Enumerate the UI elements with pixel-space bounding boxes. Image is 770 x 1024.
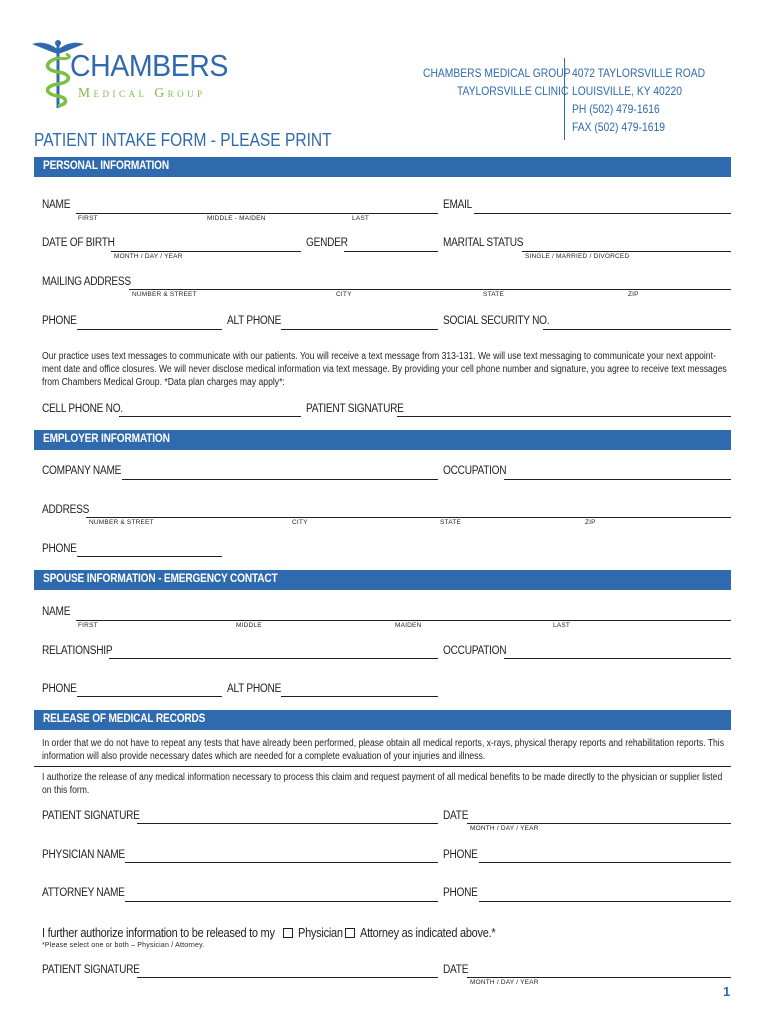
form-title: PATIENT INTAKE FORM - PLEASE PRINT xyxy=(34,129,332,150)
company-label: COMPANY NAME xyxy=(42,465,122,477)
mailing-label: MAILING ADDRESS xyxy=(42,276,131,288)
alt-phone-label: ALT PHONE xyxy=(227,315,282,327)
emp-zip-hint: ZIP xyxy=(585,519,596,526)
attorney-option-label: Attorney as indicated above.* xyxy=(360,926,496,940)
spouse-last-hint: LAST xyxy=(553,622,571,629)
attorney-checkbox[interactable] xyxy=(345,928,355,938)
attorney-phone-label: PHONE xyxy=(443,887,478,899)
occupation-field[interactable] xyxy=(504,479,731,480)
gender-label: GENDER xyxy=(306,237,348,249)
phone-label: PHONE xyxy=(42,315,77,327)
relationship-field[interactable] xyxy=(109,658,438,659)
release-date-hint: MONTH / DAY / YEAR xyxy=(470,825,539,832)
spouse-first-hint: FIRST xyxy=(78,622,98,629)
attorney-phone-field[interactable] xyxy=(479,901,731,902)
emp-street-hint: NUMBER & STREET xyxy=(89,519,154,526)
page-number: 1 xyxy=(723,984,731,999)
ssn-label: SOCIAL SECURITY NO. xyxy=(443,315,550,327)
mailing-field[interactable] xyxy=(129,289,731,290)
patient-sig-label: PATIENT SIGNATURE xyxy=(306,403,404,415)
emp-city-hint: CITY xyxy=(292,519,308,526)
authorize-text: I further authorize information to be released to my xyxy=(42,926,275,940)
physician-option-label: Physician xyxy=(298,926,343,940)
attorney-field[interactable] xyxy=(125,901,438,902)
email-field[interactable] xyxy=(474,213,731,214)
clinic-phone: PH (502) 479-1616 xyxy=(572,102,660,116)
spouse-phone-label: PHONE xyxy=(42,683,77,695)
dob-label: DATE OF BIRTH xyxy=(42,237,115,249)
physician-field[interactable] xyxy=(125,862,438,863)
logo xyxy=(30,38,250,110)
dob-field[interactable] xyxy=(111,251,301,252)
alt-phone-field[interactable] xyxy=(281,329,438,330)
employer-phone-label: PHONE xyxy=(42,543,77,555)
addr-street-hint: NUMBER & STREET xyxy=(132,291,197,298)
spouse-name-label: NAME xyxy=(42,606,71,618)
cell-label: CELL PHONE NO. xyxy=(42,403,123,415)
name-first-hint: FIRST xyxy=(78,215,98,222)
clinic-fax: FAX (502) 479-1619 xyxy=(572,120,665,134)
section-employer-header: EMPLOYER INFORMATION xyxy=(34,430,731,450)
spouse-phone-field[interactable] xyxy=(77,696,222,697)
section-spouse-header: SPOUSE INFORMATION - EMERGENCY CONTACT xyxy=(34,570,731,590)
spouse-middle-hint: MIDDLE xyxy=(236,622,262,629)
final-date-label: DATE xyxy=(443,964,469,976)
employer-address-label: ADDRESS xyxy=(42,504,90,516)
physician-phone-field[interactable] xyxy=(479,862,731,863)
header-divider xyxy=(564,58,565,140)
physician-label: PHYSICIAN NAME xyxy=(42,849,125,861)
attorney-label: ATTORNEY NAME xyxy=(42,887,125,899)
release-divider xyxy=(34,766,731,767)
marital-label: MARITAL STATUS xyxy=(443,237,524,249)
release-date-label: DATE xyxy=(443,810,469,822)
addr-city-hint: CITY xyxy=(336,291,352,298)
occupation-label: OCCUPATION xyxy=(443,465,507,477)
section-release-header: RELEASE OF MEDICAL RECORDS xyxy=(34,710,731,730)
spouse-maiden-hint: MAIDEN xyxy=(395,622,422,629)
name-last-hint: LAST xyxy=(352,215,370,222)
release-para-1: In order that we do not have to repeat any tests that have already been performed, please obtain all medical reports, x-rays, physical therapy reports and rehabilitation reports. This information will also provide necessary dates which are needed for a complete evaluation of your injuries and illness. xyxy=(42,738,725,762)
relationship-label: RELATIONSHIP xyxy=(42,645,113,657)
spouse-alt-phone-field[interactable] xyxy=(281,696,438,697)
release-patient-sig-field[interactable] xyxy=(137,823,438,824)
marital-field[interactable] xyxy=(522,251,731,252)
logo-subtitle: Medical Group xyxy=(78,85,206,100)
clinic-location: TAYLORSVILLE CLINIC xyxy=(457,84,569,98)
release-para-2: I authorize the release of any medical information necessary to process this claim and request payment of all medical benefits to be made directly to the physician or supplier listed on this form. xyxy=(42,772,723,796)
text-notice: Our practice uses text messages to communicate with our patients. You will receive a text message from 313-131. We will use text messaging to communicate your next appoint- ment date and office closures. We will never disclose medical information via text message. By providing your cell phone number and signature, you agree to receive text messages from Chambers Medical Group. *Data plan charges may apply*: xyxy=(42,351,727,388)
ssn-field[interactable] xyxy=(543,329,731,330)
emp-state-hint: STATE xyxy=(440,519,461,526)
clinic-name: CHAMBERS MEDICAL GROUP xyxy=(423,66,571,80)
addr-state-hint: STATE xyxy=(483,291,504,298)
clinic-street: 4072 TAYLORSVILLE ROAD xyxy=(572,66,706,80)
release-date-field[interactable] xyxy=(467,823,731,824)
gender-field[interactable] xyxy=(344,251,438,252)
clinic-city: LOUISVILLE, KY 40220 xyxy=(572,84,682,98)
name-field[interactable] xyxy=(76,213,438,214)
spouse-occupation-field[interactable] xyxy=(504,658,731,659)
final-date-field[interactable] xyxy=(467,977,731,978)
company-field[interactable] xyxy=(122,479,438,480)
cell-field[interactable] xyxy=(119,416,301,417)
physician-checkbox[interactable] xyxy=(283,928,293,938)
patient-sig-field[interactable] xyxy=(397,416,731,417)
phone-field[interactable] xyxy=(77,329,222,330)
name-label: NAME xyxy=(42,199,71,211)
dob-hint: MONTH / DAY / YEAR xyxy=(114,253,183,260)
employer-phone-field[interactable] xyxy=(77,556,222,557)
physician-phone-label: PHONE xyxy=(443,849,478,861)
final-patient-sig-field[interactable] xyxy=(137,977,438,978)
spouse-alt-phone-label: ALT PHONE xyxy=(227,683,282,695)
section-personal-header: PERSONAL INFORMATION xyxy=(34,157,731,177)
email-label: EMAIL xyxy=(443,199,473,211)
spouse-occupation-label: OCCUPATION xyxy=(443,645,507,657)
select-note: *Please select one or both – Physician / Attorney. xyxy=(42,942,205,949)
employer-address-field[interactable] xyxy=(86,517,731,518)
name-middle-hint: MIDDLE - MAIDEN xyxy=(207,215,266,222)
addr-zip-hint: ZIP xyxy=(628,291,639,298)
logo-name: CHAMBERS xyxy=(70,48,228,83)
final-patient-sig-label: PATIENT SIGNATURE xyxy=(42,964,140,976)
release-patient-sig-label: PATIENT SIGNATURE xyxy=(42,810,140,822)
spouse-name-field[interactable] xyxy=(76,620,731,621)
marital-hint: SINGLE / MARRIED / DIVORCED xyxy=(525,253,630,260)
final-date-hint: MONTH / DAY / YEAR xyxy=(470,979,539,986)
